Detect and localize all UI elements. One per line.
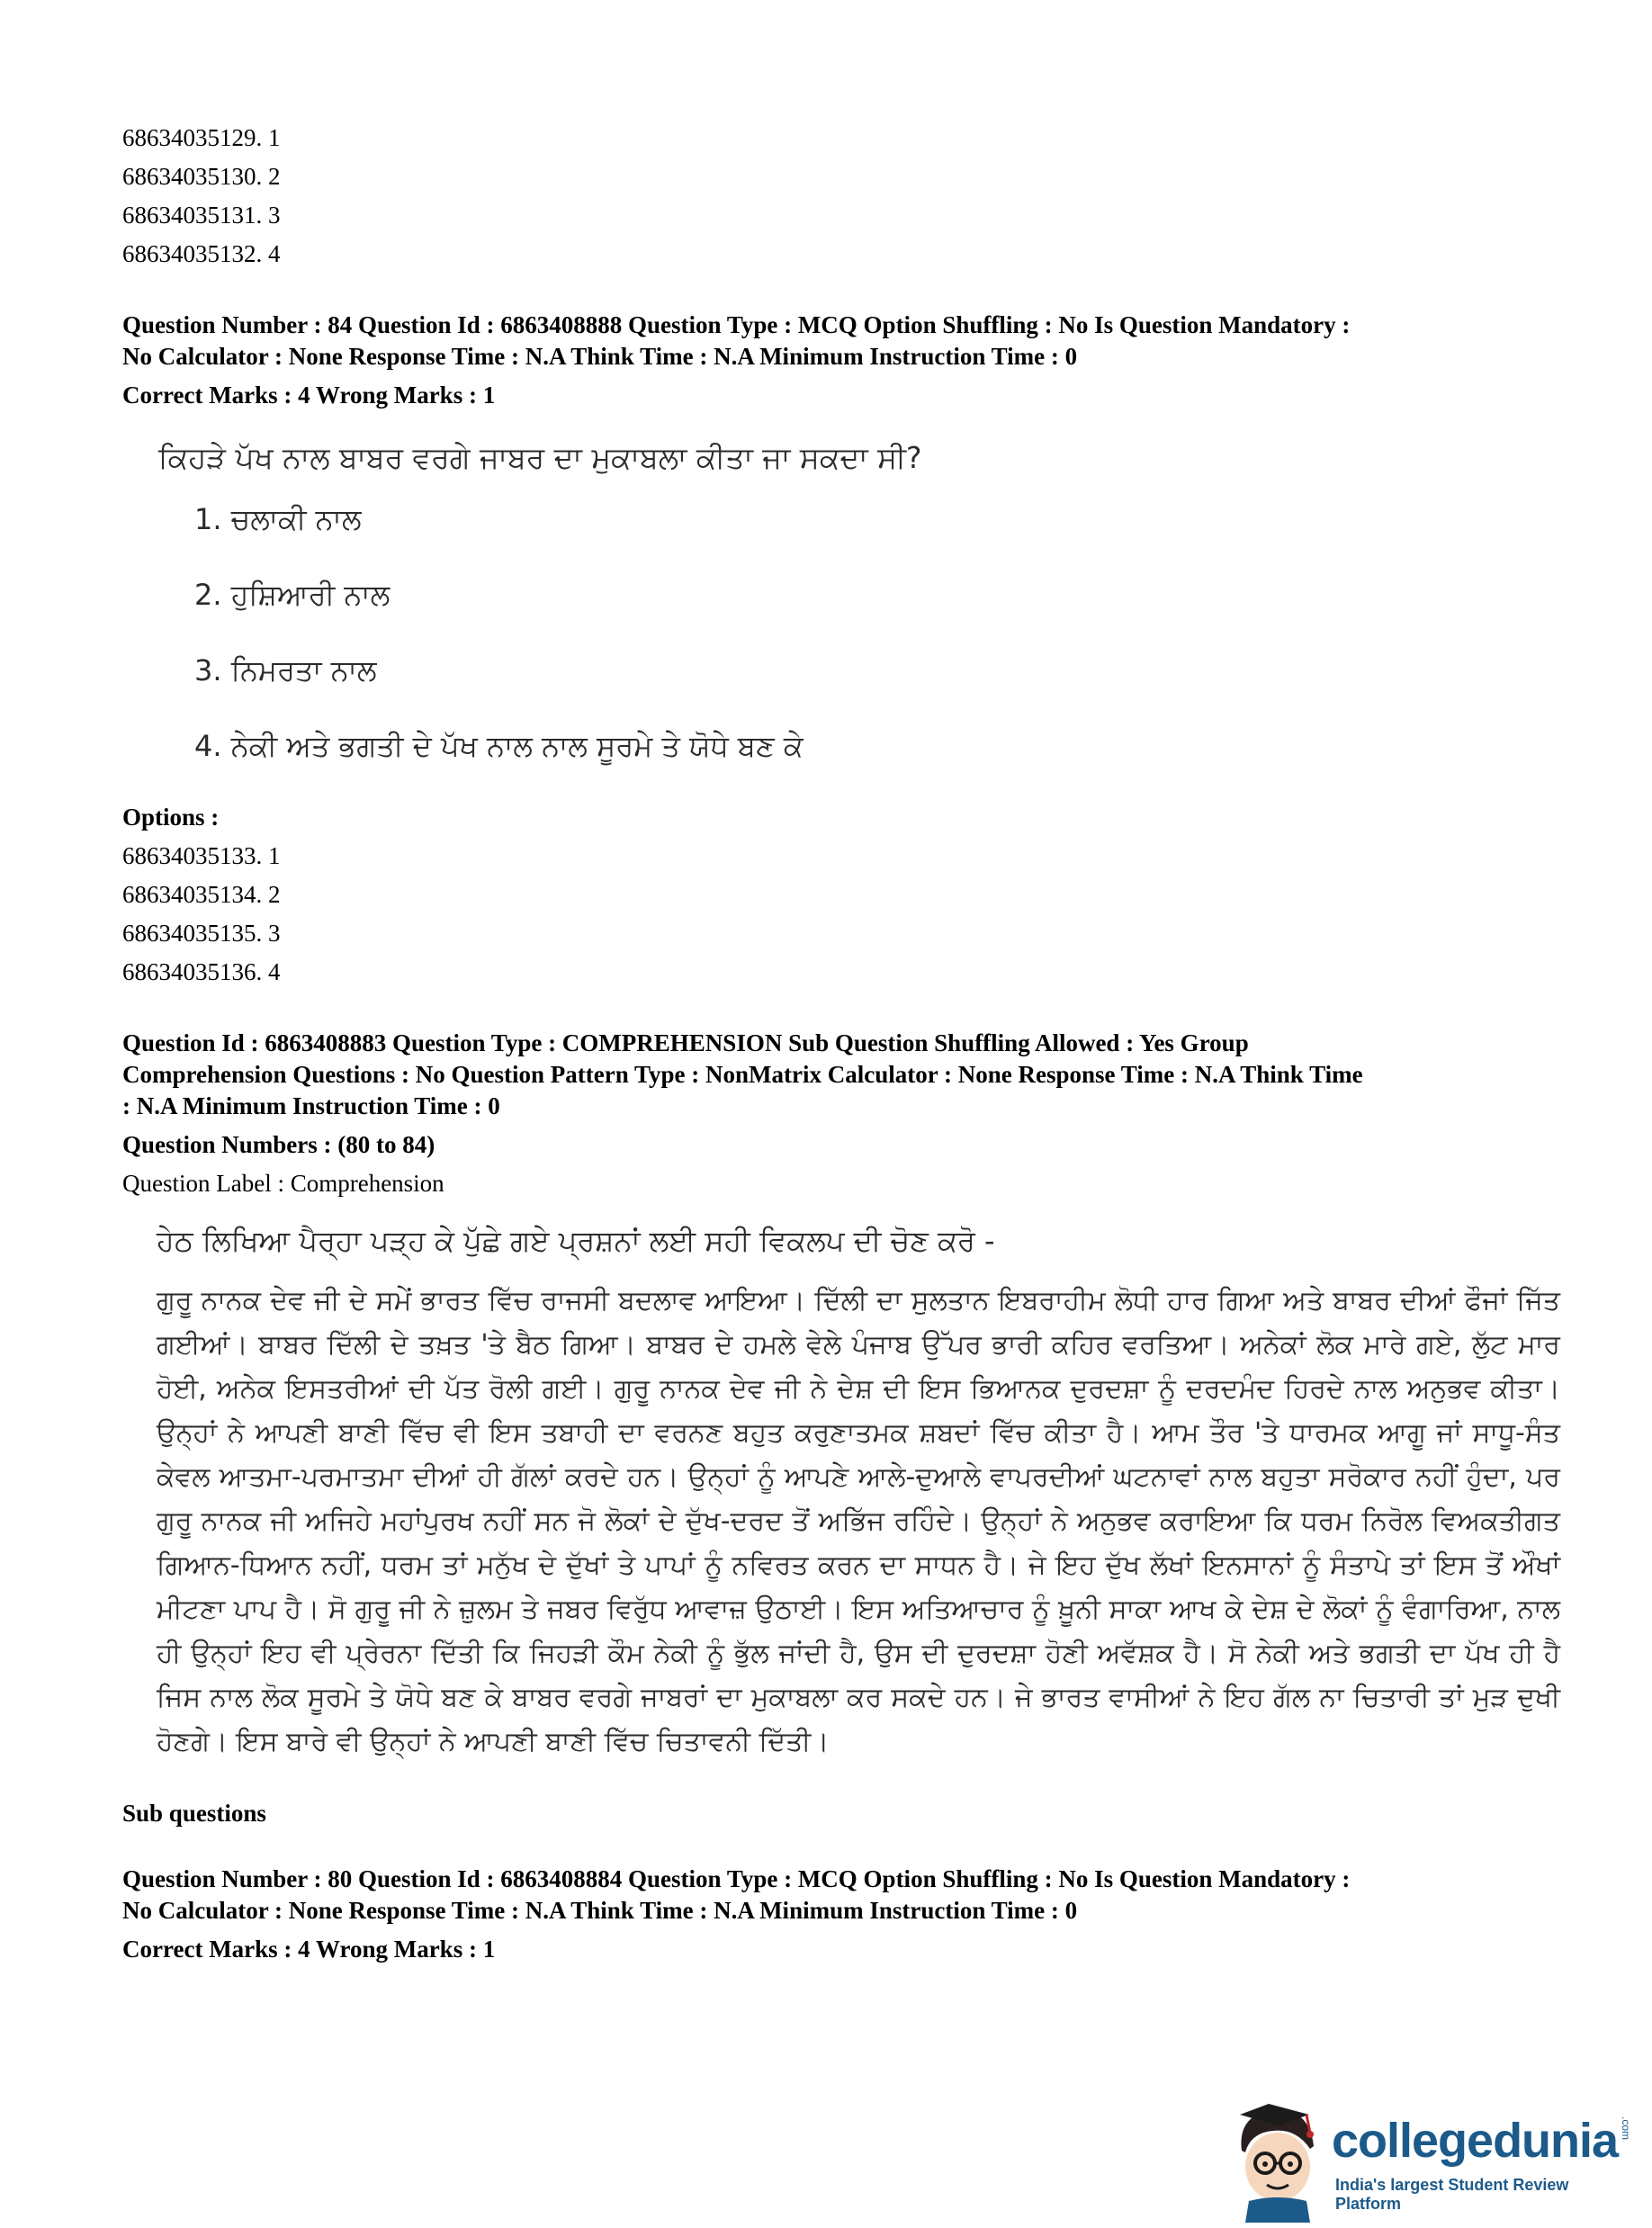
question-marks: Correct Marks : 4 Wrong Marks : 1 bbox=[122, 1936, 496, 1963]
comprehension-meta: : N.A Minimum Instruction Time : 0 bbox=[122, 1092, 500, 1119]
question-marks: Correct Marks : 4 Wrong Marks : 1 bbox=[122, 382, 496, 409]
choice-item: 3. ਨਿਮਰਤਾ ਨਾਲ bbox=[194, 653, 377, 687]
logo-wordmark: collegedunia bbox=[1332, 2114, 1619, 2168]
student-mascot-icon bbox=[1224, 2097, 1332, 2223]
choice-item: 2. ਹੁਸ਼ਿਆਰੀ ਨਾਲ bbox=[194, 578, 391, 612]
question-80-block bbox=[122, 1864, 1544, 1965]
choice-item: 1. ਚਲਾਕੀ ਨਾਲ bbox=[194, 502, 362, 536]
comprehension-block bbox=[122, 1028, 1560, 1833]
question-text: ਕਿਹੜੇ ਪੱਖ ਨਾਲ ਬਾਬਰ ਵਰਗੇ ਜਾਬਰ ਦਾ ਮੁਕਾਬਲਾ ਕੀਤਾ ਜਾ ਸਕਦਾ ਸੀ? bbox=[158, 440, 922, 475]
option-id: 68634035129. 1 bbox=[122, 124, 281, 151]
question-meta: No Calculator : None Response Time : N.A Think Time : N.A Minimum Instruction Time : 0 bbox=[122, 343, 1078, 370]
sub-questions-label: Sub questions bbox=[122, 1800, 266, 1827]
question-meta: Question Number : 84 Question Id : 6863408888 Question Type : MCQ Option Shuffling : No Is Question Mandatory : bbox=[122, 311, 1351, 338]
option-id: 68634035133. 1 bbox=[122, 842, 281, 869]
question-label: Question Label : Comprehension bbox=[122, 1170, 444, 1197]
question-meta: No Calculator : None Response Time : N.A Think Time : N.A Minimum Instruction Time : 0 bbox=[122, 1897, 1078, 1924]
option-id: 68634035132. 4 bbox=[122, 240, 281, 267]
collegedunia-logo[interactable] bbox=[1224, 2097, 1638, 2223]
comprehension-meta: Comprehension Questions : No Question Pattern Type : NonMatrix Calculator : None Response Time : N.A Think Time bbox=[122, 1061, 1363, 1088]
option-id: 68634035134. 2 bbox=[122, 881, 281, 908]
option-id: 68634035131. 3 bbox=[122, 202, 281, 229]
document-page bbox=[122, 119, 1560, 1965]
logo-tagline: India's largest Student Review Platform bbox=[1335, 2176, 1569, 2213]
question-numbers: Question Numbers : (80 to 84) bbox=[122, 1131, 435, 1158]
option-id: 68634035136. 4 bbox=[122, 958, 281, 985]
choice-item: 4. ਨੇਕੀ ਅਤੇ ਭਗਤੀ ਦੇ ਪੱਖ ਨਾਲ ਨਾਲ ਸੂਰਮੇ ਤੇ ਯੋਧੇ ਬਣ ਕੇ bbox=[194, 729, 804, 763]
comprehension-meta: Question Id : 6863408883 Question Type : COMPREHENSION Sub Question Shuffling Allowed : Yes Group bbox=[122, 1029, 1249, 1056]
options-label: Options : bbox=[122, 804, 220, 831]
question-84-block bbox=[122, 310, 1544, 992]
question-meta: Question Number : 80 Question Id : 6863408884 Question Type : MCQ Option Shuffling : No Is Question Mandatory : bbox=[122, 1865, 1351, 1892]
passage-text: ਗੁਰੂ ਨਾਨਕ ਦੇਵ ਜੀ ਦੇ ਸਮੇਂ ਭਾਰਤ ਵਿੱਚ ਰਾਜਸੀ ਬਦਲਾਵ ਆਇਆ। ਦਿੱਲੀ ਦਾ ਸੁਲਤਾਨ ਇਬਰਾਹੀਮ ਲੋਧੀ ਹਾਰ ਗਿਆ ਅਤੇ ਬਾਬਰ ਦੀਆਂ ਫੌਜਾਂ ਜਿੱਤ ਗਈਆਂ। ਬਾਬਰ ਦਿੱਲੀ ਦੇ ਤਖ਼ਤ 'ਤੇ ਬੈਠ ਗਿਆ। ਬਾਬਰ ਦੇ ਹਮਲੇ ਵੇਲੇ ਪੰਜਾਬ ਉੱਪਰ ਭਾਰੀ ਕਹਿਰ ਵਰਤਿਆ। ਅਨੇਕਾਂ ਲੋਕ ਮਾਰੇ ਗਏ, ਲੁੱਟ ਮਾਰ ਹੋਈ, ਅਨੇਕ ਇਸਤਰੀਆਂ ਦੀ ਪੱਤ ਰੋਲੀ ਗਈ। ਗੁਰੂ ਨਾਨਕ ਦੇਵ ਜੀ ਨੇ ਦੇਸ਼ ਦੀ ਇਸ ਭਿਆਨਕ ਦੁਰਦਸ਼ਾ ਨੂੰ ਦਰਦਮੰਦ ਹਿਰਦੇ ਨਾਲ ਅਨੁਭਵ ਕੀਤਾ। ਉਨ੍ਹਾਂ ਨੇ ਆਪਣੀ ਬਾਣੀ ਵਿੱਚ ਵੀ ਇਸ ਤਬਾਹੀ ਦਾ ਵਰਨਣ ਬਹੁਤ ਕਰੁਣਾਤਮਕ ਸ਼ਬਦਾਂ ਵਿੱਚ ਕੀਤਾ ਹੈ। ਆਮ ਤੌਰ 'ਤੇ ਧਾਰਮਕ ਆਗੂ ਜਾਂ ਸਾਧੂ-ਸੰਤ ਕੇਵਲ ਆਤਮਾ-ਪਰਮਾਤਮਾ ਦੀਆਂ ਹੀ ਗੱਲਾਂ ਕਰਦੇ ਹਨ। ਉਨ੍ਹਾਂ ਨੂੰ ਆਪਣੇ ਆਲੇ-ਦੁਆਲੇ ਵਾਪਰਦੀਆਂ ਘਟਨਾਵਾਂ ਨਾਲ ਬਹੁਤਾ ਸਰੋਕਾਰ ਨਹੀਂ ਹੁੰਦਾ, ਪਰ ਗੁਰੂ ਨਾਨਕ ਜੀ ਅਜਿਹੇ ਮਹਾਂਪੁਰਖ ਨਹੀਂ ਸਨ ਜੋ ਲੋਕਾਂ ਦੇ ਦੁੱਖ-ਦਰਦ ਤੋਂ ਅਭਿੱਜ ਰਹਿੰਦੇ। ਉਨ੍ਹਾਂ ਨੇ ਅਨੁਭਵ ਕਰਾਇਆ ਕਿ ਧਰਮ ਨਿਰੋਲ ਵਿਅਕਤੀਗਤ ਗਿਆਨ-ਧਿਆਨ ਨਹੀਂ, ਧਰਮ ਤਾਂ ਮਨੁੱਖ ਦੇ ਦੁੱਖਾਂ ਤੇ ਪਾਪਾਂ ਨੂੰ ਨਵਿਰਤ ਕਰਨ ਦਾ ਸਾਧਨ ਹੈ। ਜੇ ਇਹ ਦੁੱਖ ਲੱਖਾਂ ਇਨਸਾਨਾਂ ਨੂੰ ਸੰਤਾਪੇ ਤਾਂ ਇਸ ਤੋਂ ਔਖਾਂ ਮੀਟਣਾ ਪਾਪ ਹੈ। ਸੋ ਗੁਰੂ ਜੀ ਨੇ ਜ਼ੁਲਮ ਤੇ ਜਬਰ ਵਿਰੁੱਧ ਆਵਾਜ਼ ਉਠਾਈ। ਇਸ ਅਤਿਆਚਾਰ ਨੂੰ ਖ਼ੂਨੀ ਸਾਕਾ ਆਖ ਕੇ ਦੇਸ਼ ਦੇ ਲੋਕਾਂ ਨੂੰ ਵੰਗਾਰਿਆ, ਨਾਲ ਹੀ ਉਨ੍ਹਾਂ ਇਹ ਵੀ ਪ੍ਰੇਰਨਾ ਦਿੱਤੀ ਕਿ ਜਿਹੜੀ ਕੌਮ ਨੇਕੀ ਨੂੰ ਭੁੱਲ ਜਾਂਦੀ ਹੈ, ਉਸ ਦੀ ਦੁਰਦਸ਼ਾ ਹੋਣੀ ਅਵੱਸ਼ਕ ਹੈ। ਸੋ ਨੇਕੀ ਅਤੇ ਭਗਤੀ ਦਾ ਪੱਖ ਹੀ ਹੈ ਜਿਸ ਨਾਲ ਲੋਕ ਸੂਰਮੇ ਤੇ ਯੋਧੇ ਬਣ ਕੇ ਬਾਬਰ ਵਰਗੇ ਜਾਬਰਾਂ ਦਾ ਮੁਕਾਬਲਾ ਕਰ ਸਕਦੇ ਹਨ। ਜੇ ਭਾਰਤ ਵਾਸੀਆਂ ਨੇ ਇਹ ਗੱਲ ਨਾ ਚਿਤਾਰੀ ਤਾਂ ਮੁੜ ਦੁਖੀ ਹੋਣਗੇ। ਇਸ ਬਾਰੇ ਵੀ ਉਨ੍ਹਾਂ ਨੇ ਆਪਣੀ ਬਾਣੀ ਵਿੱਚ ਚਿਤਾਵਨੀ ਦਿੱਤੀ। bbox=[157, 1285, 1560, 1757]
logo-suffix: .com bbox=[1620, 2116, 1632, 2141]
passage-heading: ਹੇਠ ਲਿਖਿਆ ਪੈਰ੍ਹਾ ਪੜ੍ਹ ਕੇ ਪੁੱਛੇ ਗਏ ਪ੍ਰਸ਼ਨਾਂ ਲਈ ਸਹੀ ਵਿਕਲਪ ਦੀ ਚੋਣ ਕਰੋ - bbox=[157, 1224, 995, 1258]
option-id: 68634035135. 3 bbox=[122, 920, 281, 947]
previous-options-list bbox=[122, 119, 1544, 274]
question-choices bbox=[194, 499, 1544, 766]
option-id: 68634035130. 2 bbox=[122, 163, 281, 190]
